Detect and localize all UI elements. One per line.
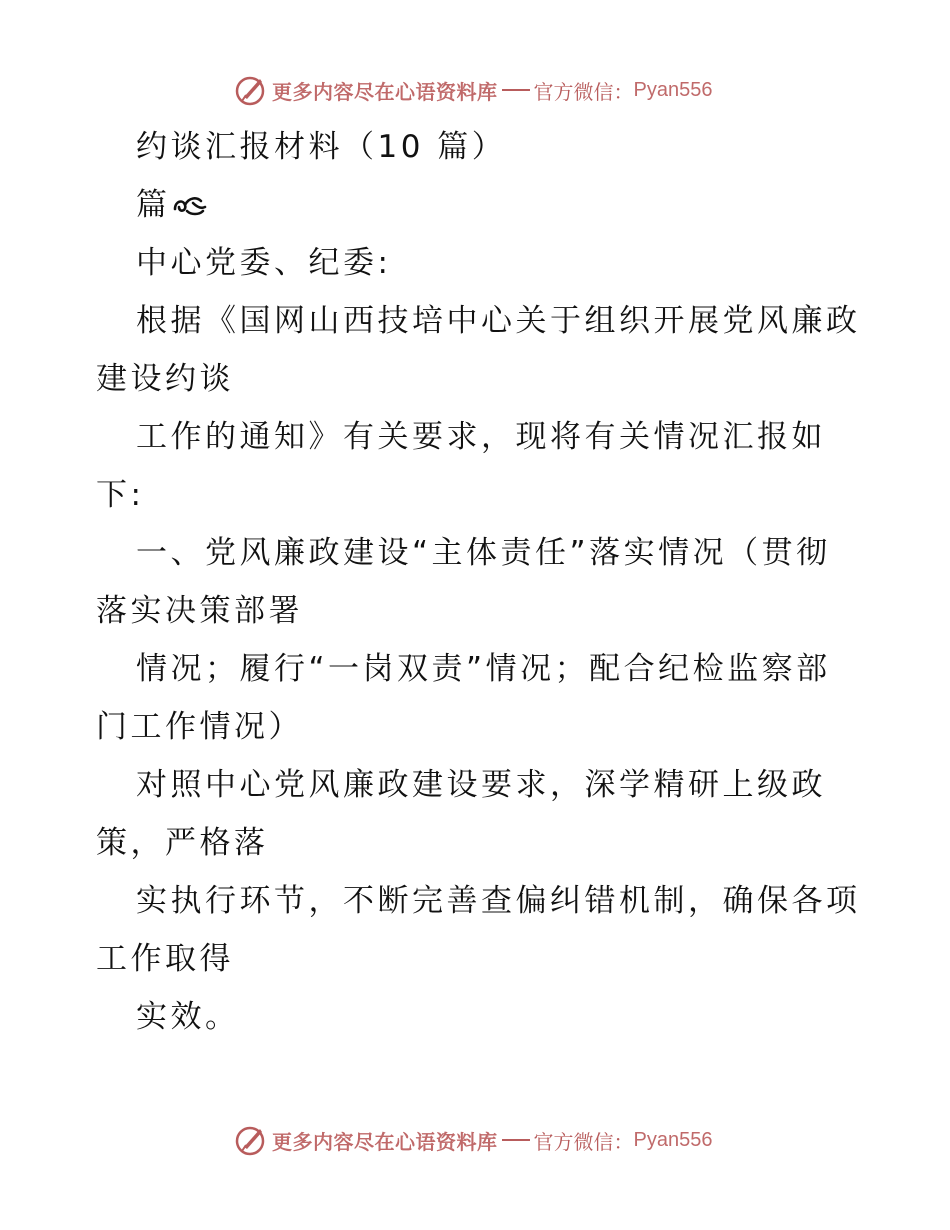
watermark-id-text: Pyan556 (633, 1128, 713, 1151)
text-line (96, 640, 856, 698)
text-line-content: 落实决策部署 (96, 593, 303, 629)
text-line-content: 一、党风廉政建设“主体责任”落实情况（贯彻 (136, 535, 831, 571)
text-line-content: 工作的通知》有关要求，现将有关情况汇报如 (136, 419, 826, 455)
text-line (96, 350, 856, 408)
watermark-main-text: 更多内容尽在心语资料库 (272, 1129, 498, 1154)
text-line (96, 930, 856, 988)
text-line (96, 988, 856, 1046)
text-line-content: 策，严格落 (96, 825, 269, 861)
quill-logo-icon (234, 1123, 268, 1157)
watermark-id-text: Pyan556 (633, 78, 713, 101)
text-line (96, 234, 856, 292)
watermark-footer (234, 1122, 712, 1158)
text-line (96, 698, 856, 756)
watermark-main-text: 更多内容尽在心语资料库 (272, 79, 498, 104)
text-line (96, 292, 861, 350)
watermark-dash (502, 1139, 530, 1141)
text-line-content: 工作取得 (96, 941, 234, 977)
text-line (96, 524, 856, 582)
text-line (96, 582, 856, 640)
text-line-content: 根据《国网山西技培中心关于组织开展党风廉政 (136, 303, 861, 339)
text-line (96, 872, 861, 930)
text-line-content: 篇 (136, 187, 171, 223)
text-line-content: 实执行环节，不断完善查偏纠错机制，确保各项 (136, 883, 861, 919)
text-line (96, 466, 856, 524)
text-line-content: 中心党委、纪委: (136, 245, 392, 281)
watermark-header (234, 72, 712, 108)
watermark-sub-text: 官方微信： (533, 1129, 634, 1154)
ornament-glyph-icon (171, 191, 207, 219)
text-line (96, 408, 856, 466)
text-line-content: 实效。 (136, 999, 240, 1035)
text-line (96, 176, 856, 234)
text-line (96, 118, 856, 176)
text-line (96, 814, 856, 872)
document-body (96, 118, 861, 1046)
text-line-content: 约谈汇报材料（10 篇） (136, 129, 507, 165)
text-line-content: 建设约谈 (96, 361, 234, 397)
watermark-dash (502, 89, 530, 91)
quill-logo-icon (234, 73, 268, 107)
watermark-sub-text: 官方微信： (533, 79, 634, 104)
text-line-content: 下: (96, 477, 145, 513)
text-line-content: 情况；履行“一岗双责”情况；配合纪检监察部 (136, 651, 831, 687)
text-line-content: 门工作情况） (96, 709, 303, 745)
text-line (96, 756, 856, 814)
text-line-content: 对照中心党风廉政建设要求，深学精研上级政 (136, 767, 826, 803)
